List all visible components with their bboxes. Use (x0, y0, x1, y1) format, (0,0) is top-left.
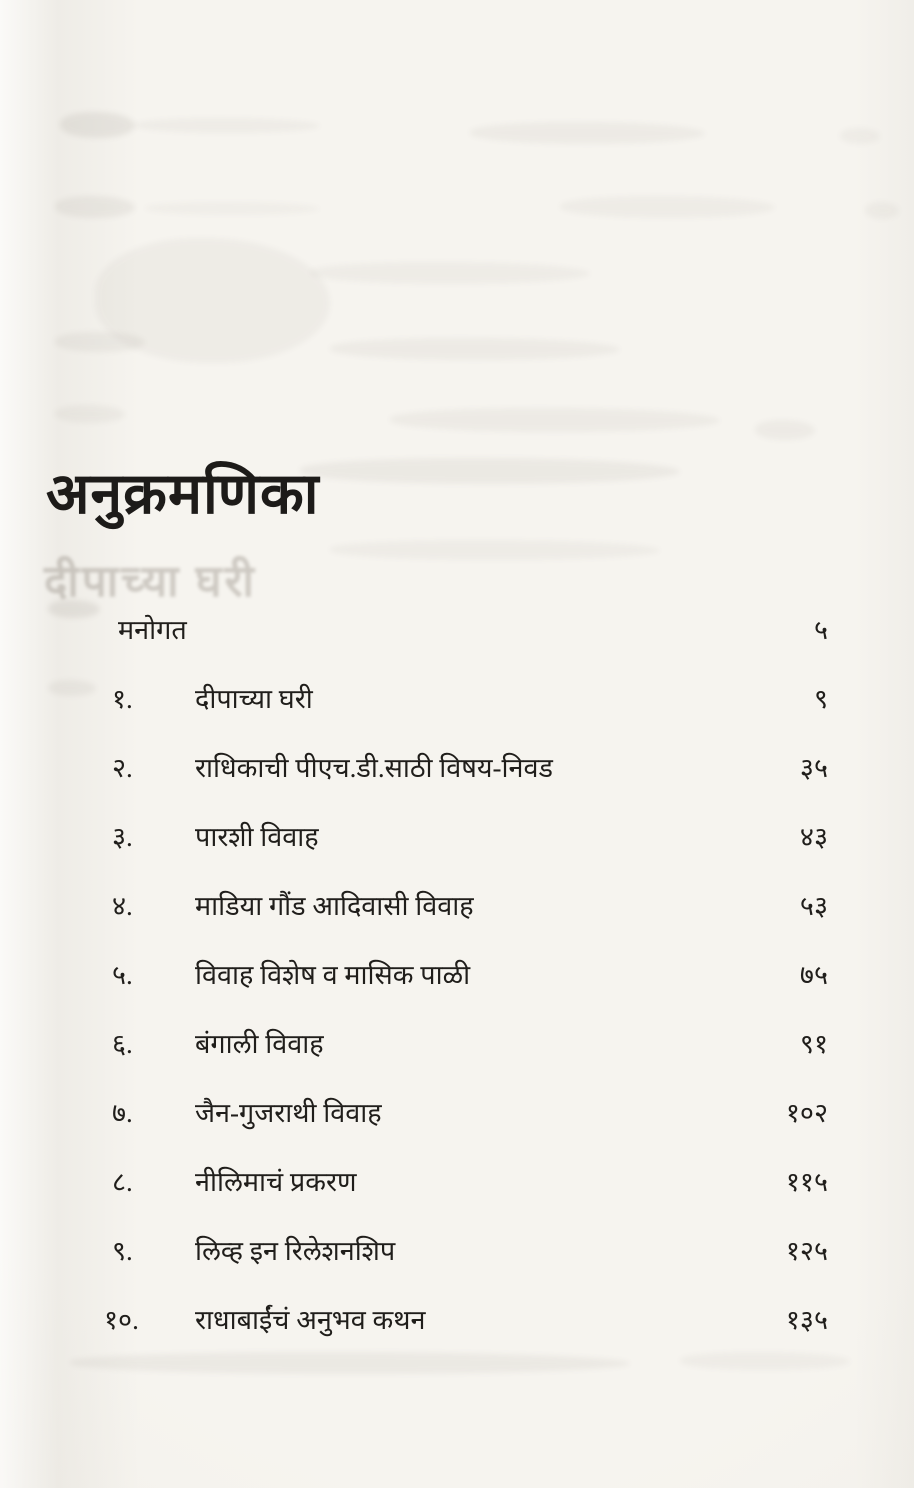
page-title: अनुक्रमणिका (46, 463, 320, 526)
toc-entry-title: बंगाली विवाह (195, 1029, 324, 1059)
toc-entry-page-number: ३५ (799, 753, 828, 783)
toc-entry-page-number: ४३ (799, 822, 828, 852)
toc-row (112, 892, 828, 920)
toc-entry-number: १०. (104, 1305, 139, 1335)
toc-row-preface (112, 616, 828, 644)
toc-entry-page-number: १२५ (785, 1236, 828, 1266)
toc-entry-number: ८. (112, 1167, 133, 1197)
bleed-through-smudge (390, 408, 720, 432)
bleed-through-smudge (48, 680, 96, 696)
toc-entry-number: १. (112, 684, 133, 714)
toc-row (112, 1237, 828, 1265)
toc-row (112, 754, 828, 782)
bleed-through-smudge (55, 405, 125, 423)
toc-preface-page-number: ५ (813, 615, 828, 645)
toc-entry-page-number: ७५ (799, 960, 828, 990)
toc-entry-title: लिव्ह इन रिलेशनशिप (195, 1236, 396, 1266)
toc-entry-page-number: ९ (813, 684, 828, 714)
toc-entry-title: नीलिमाचं प्रकरण (195, 1167, 357, 1197)
bleed-through-smudge (840, 128, 880, 144)
toc-entry-title: विवाह विशेष व मासिक पाळी (195, 960, 471, 990)
toc-entry-number: ९. (112, 1236, 133, 1266)
toc-row (112, 961, 828, 989)
toc-entry-title: जैन-गुजराथी विवाह (195, 1098, 382, 1128)
bleed-through-smudge (330, 338, 620, 360)
toc-entry-title: पारशी विवाह (195, 822, 319, 852)
toc-entry-page-number: ५३ (799, 891, 828, 921)
toc-entry-title: माडिया गौंड आदिवासी विवाह (195, 891, 474, 921)
toc-entry-number: ७. (112, 1098, 133, 1128)
toc-entry-number: ३. (112, 822, 133, 852)
toc-entry-title: दीपाच्या घरी (195, 684, 313, 714)
bleed-through-smudge (55, 196, 135, 218)
toc-preface-label: मनोगत (118, 615, 187, 645)
toc-entry-page-number: १३५ (785, 1305, 828, 1335)
toc-entry-page-number: ११५ (785, 1167, 828, 1197)
bleed-through-smudge (55, 332, 145, 352)
bleed-through-smudge (145, 202, 320, 215)
bleed-through-smudge (865, 202, 899, 219)
bleed-through-heading: दीपाच्या घरी (44, 557, 257, 606)
toc-row (104, 1305, 828, 1335)
bleed-through-smudge (310, 262, 590, 284)
toc-row (112, 1099, 828, 1127)
toc-row (112, 1168, 828, 1196)
bleed-through-smudge (135, 118, 320, 133)
toc-entry-title: राधाबाईंचं अनुभव कथन (195, 1305, 426, 1335)
toc-entry-number: ५. (112, 960, 133, 990)
toc-entry-number: २. (112, 753, 133, 783)
bleed-through-smudge (300, 458, 680, 484)
toc-row (112, 685, 828, 713)
toc-row (112, 1030, 828, 1058)
toc-row (112, 823, 828, 851)
toc-entry-page-number: १०२ (785, 1098, 828, 1128)
bleed-through-smudge (60, 112, 135, 138)
bleed-through-smudge (330, 540, 660, 560)
toc-entry-number: ६. (112, 1029, 133, 1059)
toc-entry-title: राधिकाची पीएच.डी.साठी विषय-निवड (195, 753, 553, 783)
bleed-through-smudge (755, 420, 815, 440)
toc-entry-page-number: ९१ (799, 1029, 828, 1059)
toc-entry-number: ४. (112, 891, 133, 921)
bleed-through-smudge (470, 122, 705, 144)
bleed-through-smudge (560, 196, 775, 218)
toc-list (104, 615, 828, 1375)
bleed-through-smudge (95, 238, 330, 363)
